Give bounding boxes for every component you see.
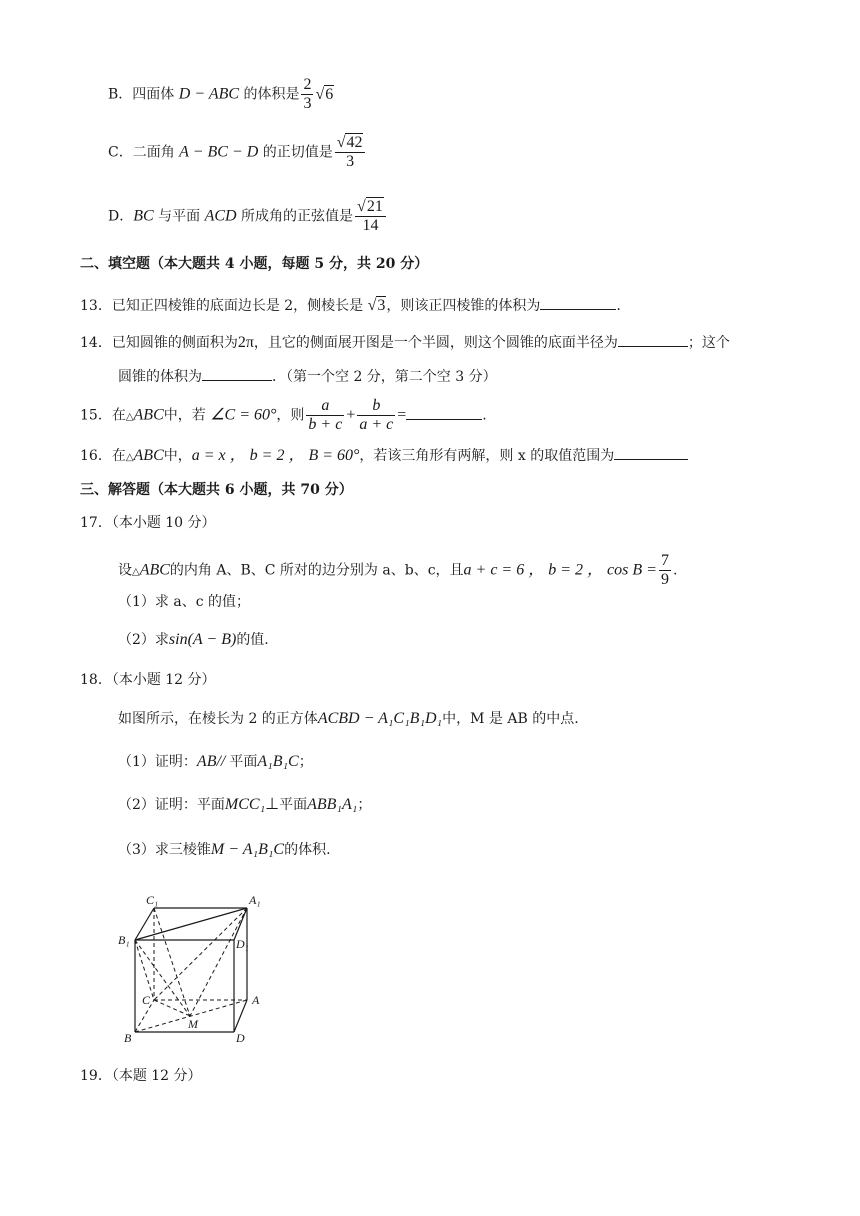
line-B1-C bbox=[135, 940, 154, 1000]
label-B: B bbox=[124, 1031, 132, 1045]
label-A1: A₁ bbox=[249, 893, 261, 907]
q12-option-d: D．BC 与平面 ACD 所成角的正弦值是 $\frac{√21}{14}$ bbox=[108, 198, 388, 235]
label-D: D bbox=[236, 1031, 245, 1045]
question-16: 16．在△ABC中，a = x ， b = 2 ， B = 60°，若该三角形有两解，则 x 的取值范围为 bbox=[80, 445, 688, 468]
answer-blank[interactable] bbox=[614, 445, 688, 460]
question-14: 14．已知圆锥的侧面积为2π，且它的侧面展开图是一个半圆，则这个圆锥的底面半径为 ；这个 bbox=[80, 334, 730, 351]
question-19-header: 19．（本题 12 分） bbox=[80, 1068, 202, 1084]
question-18-part1: （1）证明：AB// 平面A₁B₁C； bbox=[118, 753, 313, 770]
question-15: 15．在△ABC中，若 ∠C = 60°，则 $\frac{a}{b + c}$ + $\frac{b}{a + c}$ = . bbox=[80, 397, 487, 433]
question-17-header: 17．（本小题 10 分） bbox=[80, 515, 216, 531]
fraction: $\frac{2}{3}$ bbox=[303, 76, 312, 112]
question-18-part2: （2）证明：平面MCC₁⊥平面ABB₁A₁； bbox=[118, 796, 372, 813]
label-C1: C₁ bbox=[146, 893, 159, 907]
label-D1: D₁ bbox=[236, 937, 249, 951]
label-A: A bbox=[252, 993, 260, 1007]
question-18-header: 18．（本小题 12 分） bbox=[80, 672, 216, 688]
question-18-part3: （3）求三棱锥M − A₁B₁C的体积. bbox=[118, 841, 331, 858]
answer-blank[interactable] bbox=[406, 405, 482, 420]
question-17-part1: （1）求 a、c 的值； bbox=[118, 594, 250, 610]
answer-blank[interactable] bbox=[540, 295, 616, 310]
label-C: C bbox=[142, 993, 151, 1007]
question-17-part2: （2）求sin(A − B)的值. bbox=[118, 631, 269, 648]
cube-figure bbox=[112, 892, 272, 1046]
fraction: $\frac{b}{a + c}$ bbox=[359, 397, 394, 433]
fraction: $\frac{a}{b + c}$ bbox=[308, 397, 343, 433]
section-title-fill-in: 二、填空题（本大题共 4 小题，每题 5 分，共 20 分） bbox=[80, 256, 429, 272]
sqrt-expr: √6 bbox=[315, 85, 334, 103]
question-17-stem: 设△ABC的内角 A、B、C 所对的边分别为 a、b、c，且a + c = 6 ， b = 2 ， cos B = $\frac{7}{9}$ . bbox=[118, 552, 678, 588]
q12-option-c: C．二面角 A − BC − D 的正切值是 $\frac{√42}{3}$ bbox=[108, 134, 367, 171]
question-14-line2: 圆锥的体积为 ．（第一个空 2 分，第二个空 3 分） bbox=[118, 366, 497, 387]
fraction: $\frac{√21}{14}$ bbox=[355, 198, 386, 235]
q12-option-b: B．四面体 D − ABC 的体积是 $\frac{2}{3}$ √6 bbox=[108, 76, 334, 112]
answer-blank[interactable] bbox=[202, 366, 272, 381]
label-M: M bbox=[188, 1017, 198, 1031]
section-title-solutions: 三、解答题（本大题共 6 小题，共 70 分） bbox=[80, 482, 353, 498]
answer-blank[interactable] bbox=[618, 332, 688, 347]
edge-D-A bbox=[234, 1000, 247, 1032]
fraction: $\frac{√42}{3}$ bbox=[335, 134, 366, 171]
fraction: $\frac{7}{9}$ bbox=[660, 552, 669, 588]
edge-D1-A1 bbox=[234, 908, 247, 940]
question-13: 13．已知正四棱锥的底面边长是 2，侧棱长是 √3，则该正四棱锥的体积为 . bbox=[80, 297, 621, 314]
question-18-stem: 如图所示，在棱长为 2 的正方体ACBD − A₁C₁B₁D₁中，M 是 AB 的中点. bbox=[118, 710, 579, 727]
label-B1: B₁ bbox=[118, 933, 130, 947]
